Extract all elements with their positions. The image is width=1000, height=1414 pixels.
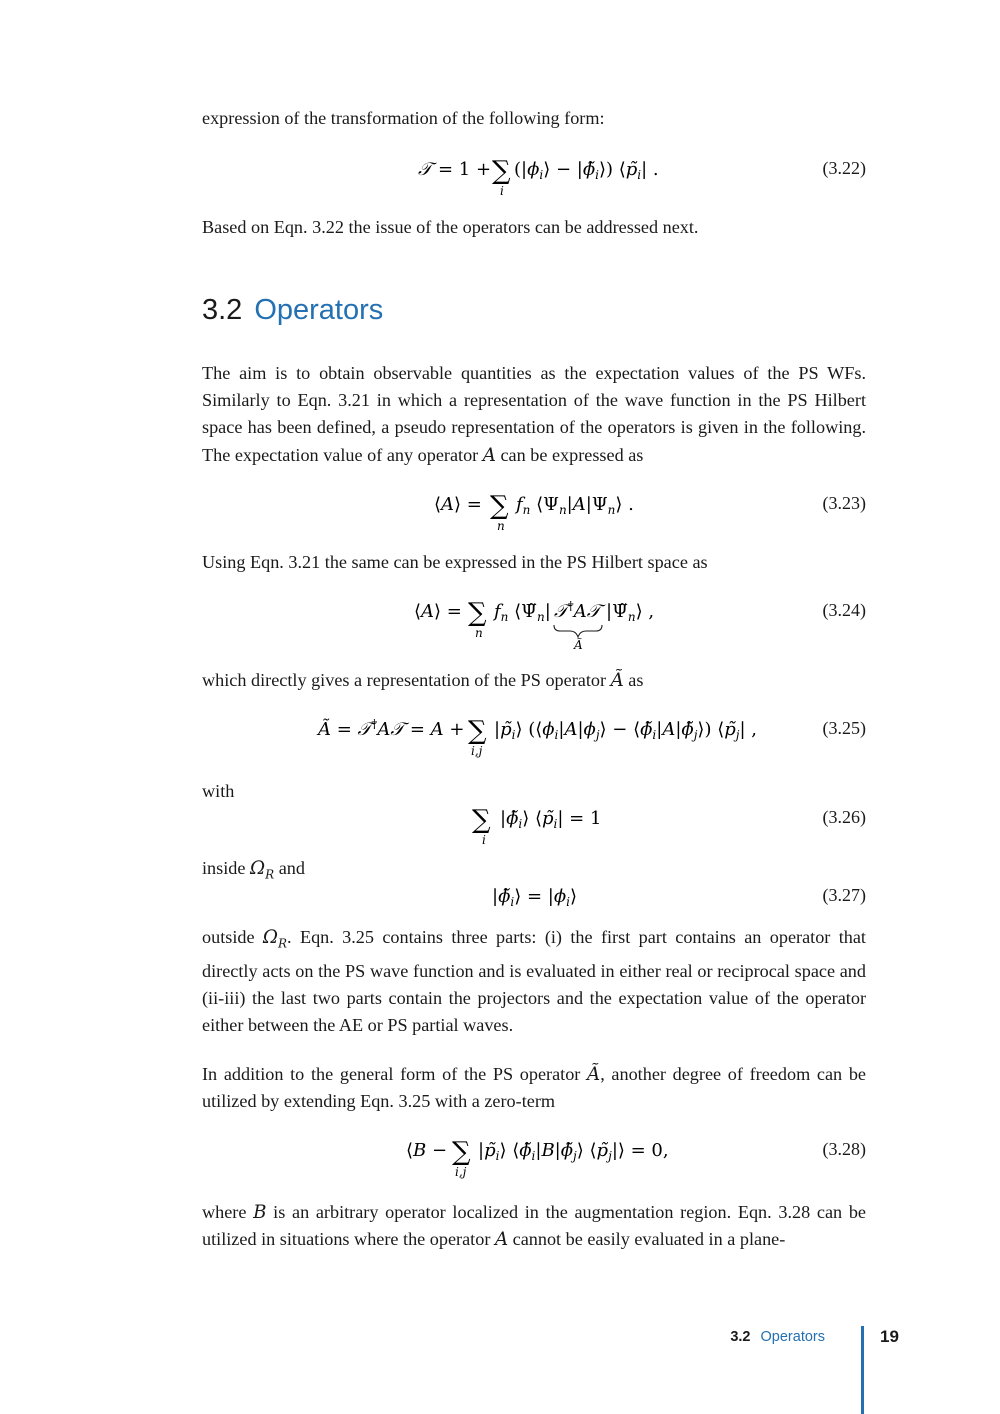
equation-number: (3.26) [822,807,866,827]
svg-text:𝒯: 𝒯 [418,159,432,180]
svg-text:i: i [500,184,504,198]
paragraph-with: with [202,781,235,801]
svg-text:fn ⟨Ψ̃n|: $f_n$ $⟨\Psĩ_n|$ [494,601,551,624]
svg-text:|ϕ̃i⟩ ⟨p̃i| = 1: $|\phĩ_i⟩$ $⟨p̃_i| = 1$ [500,808,602,831]
section-heading [202,290,383,330]
equation-3-27-formula [202,877,866,917]
equation-3-28-formula [202,1131,866,1181]
equation-3-24-formula [202,592,866,654]
svg-text:∑: ∑ [468,716,487,746]
equation-3-23-formula [202,485,866,535]
paragraph-intro: expression of the transformation of the following form: [202,108,605,128]
paragraph-three-parts: outside $\Omega_R$. Eqn. 3.25 contains three parts: (i) the first part contains an operator that directly acts on the PS wave function and is evaluated in either real or reciprocal space and (ii-iii) the last two parts contain the projectors and the expectation value of the operator either between the AE or PS partial waves. [202,927,866,1036]
svg-text:n: n [475,626,483,640]
svg-text:∑: ∑ [468,598,487,628]
svg-text:(|ϕi⟩ − |ϕ̃i⟩) ⟨p̃i| .: ($|\phi_i⟩$ − $|\phĩ_i⟩$) $⟨p̃_i|$ . [514,159,659,182]
svg-text:= 1 +: = 1 + [438,159,492,180]
svg-text:∑: ∑ [492,156,511,186]
svg-text:𝒯†A𝒯: 𝒯†A𝒯 [554,599,601,622]
equation-number: (3.25) [822,718,866,738]
equation-number: (3.22) [822,158,866,178]
svg-text:Ã: Ã [574,638,583,652]
paragraph-ps-operator: which directly gives a representation of the PS operator Ã as [202,670,644,691]
svg-text:n: n [497,519,505,533]
svg-text:⟨A⟩ =: ⟨A⟩ = [414,601,462,622]
svg-text:⟨A⟩ =: ⟨A⟩ = [434,494,482,515]
equation-3-23 [202,485,866,535]
equation-3-28 [202,1131,866,1181]
inside-omega-text: inside $\Omega_R$ and [202,858,305,882]
equation-number: (3.23) [822,493,866,513]
svg-text:Ã = 𝒯†A𝒯 = A +: Ã = 𝒯†A𝒯 = A + [318,717,465,740]
svg-text:|p̃i⟩ (⟨ϕi|A|ϕj⟩ − ⟨ϕ̃i|A|ϕ̃j⟩: $|p̃_i⟩$ ($⟨\phi_i|A|\phi_j⟩$ − $⟨\phĩ_i|A|\phĩ_j⟩$) $⟨p̃_j|$ , [494,719,757,742]
section-number: 3.2 [202,294,243,326]
footer-section [730,1326,825,1348]
equation-3-25-formula [202,710,866,760]
footer-section-number: 3.2 [730,1329,751,1345]
footer-divider [861,1326,864,1414]
equation-3-25 [202,710,866,760]
paragraph-transition: Based on Eqn. 3.22 the issue of the operators can be addressed next. [202,217,699,237]
paragraph-aim: The aim is to obtain observable quantities as the expectation values of the PS WFs. Similarly to Eqn. 3.21 in which a representation of the wave function in the PS Hilbert space has been defined, a pseudo representation of the operators is given in the following. The expectation value of any operator A can be expressed as [202,363,866,466]
section-title: Operators [254,294,384,326]
equation-number: (3.28) [822,1139,866,1159]
svg-text:fn ⟨Ψn|A|Ψn⟩ .: $f_n$ $⟨\Psi_n|A|\Psi_n⟩$ . [516,494,634,517]
svg-text:∑: ∑ [452,1137,471,1167]
svg-text:i,j: i,j [455,1165,467,1179]
svg-text:i,j: i,j [471,744,483,758]
paragraph-zero-term: In addition to the general form of the PS operator Ã, another degree of freedom can be utilized by extending Eqn. 3.25 with a zero-term [202,1064,866,1112]
svg-text:⟨B −: ⟨B − [406,1140,448,1161]
equation-3-22 [202,150,866,200]
svg-text:∑: ∑ [472,805,491,835]
paragraph-ps-hilbert: Using Eqn. 3.21 the same can be expressed in the PS Hilbert space as [202,552,708,572]
page-number: 19 [880,1327,899,1346]
footer-section-title: Operators [760,1329,825,1345]
svg-text:∑: ∑ [490,491,509,521]
svg-text:|ϕ̃i⟩ = |ϕi⟩: $|\phĩ_i⟩$ = $|\phi_i⟩$ [492,886,577,909]
svg-text:|p̃i⟩ ⟨ϕ̃i|B|ϕ̃j⟩ ⟨p̃j|⟩ = 0,: $|p̃_i⟩$ $⟨\phĩ_i|B|\phĩ_j⟩$ $⟨p̃_j|⟩ = 0$, [478,1140,669,1163]
svg-text:|Ψ̃n⟩ ,: $|\Psĩ_n⟩$ , [606,601,655,624]
equation-3-22-formula [202,150,866,200]
equation-3-27 [202,877,866,917]
equation-3-26 [202,799,866,849]
equation-number: (3.27) [822,885,866,905]
equation-3-26-formula [202,799,866,849]
equation-number: (3.24) [822,600,866,620]
equation-3-24 [202,592,866,654]
svg-text:i: i [482,833,486,847]
paragraph-arbitrary-operator: where B is an arbitrary operator localized in the augmentation region. Eqn. 3.28 can be utilized in situations where the operator A cannot be easily evaluated in a plane- [202,1202,866,1251]
